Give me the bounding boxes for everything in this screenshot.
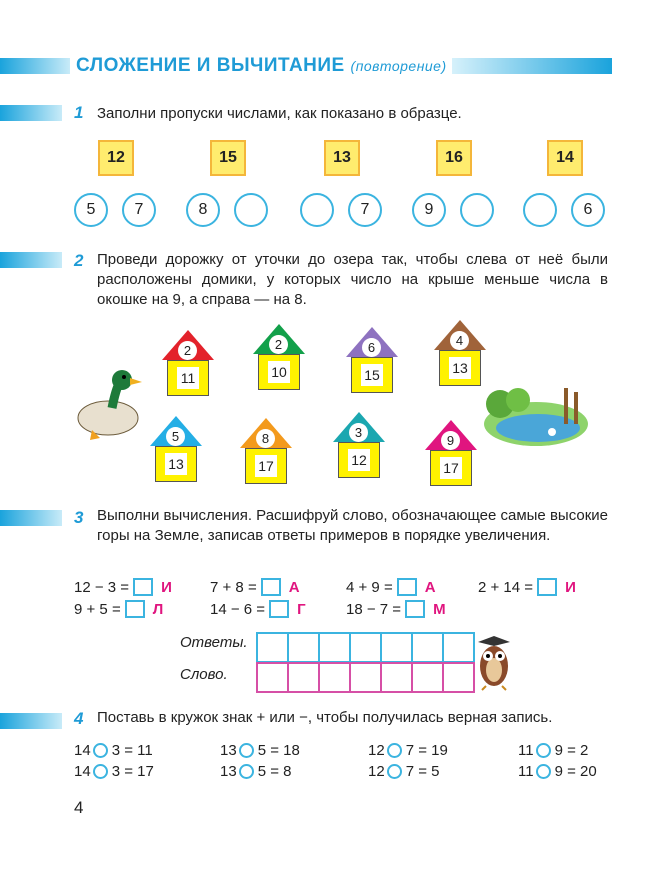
expression: 2 + 14 = bbox=[478, 578, 534, 596]
example bbox=[210, 600, 306, 618]
word-cells bbox=[256, 662, 473, 693]
task-bar bbox=[0, 252, 62, 268]
house-body bbox=[439, 350, 481, 386]
code-letter: И bbox=[161, 578, 172, 596]
page-title bbox=[76, 55, 447, 77]
task1-text: Заполни пропуски числами, как показано в образце. bbox=[97, 105, 462, 122]
operand-result: 5 = 18 bbox=[257, 742, 300, 759]
answers-label: Ответы. bbox=[180, 634, 248, 651]
word-cell[interactable] bbox=[256, 662, 289, 693]
subtitle: повторение bbox=[355, 58, 442, 74]
sum-box: 14 bbox=[547, 140, 583, 176]
house-body bbox=[245, 448, 287, 484]
operand-result: 9 = 20 bbox=[554, 763, 597, 780]
task3-text: Выполни вычисления. Расшифруй слово, обозначающее самые высокие горы на Земле, записав ответы примеров в порядке увеличения. bbox=[97, 507, 608, 544]
addend-circle[interactable]: 7 bbox=[348, 193, 382, 227]
title-text: СЛОЖЕНИЕ И ВЫЧИТАНИЕ bbox=[76, 55, 345, 76]
addend-circle[interactable] bbox=[300, 193, 334, 227]
house bbox=[253, 324, 305, 394]
answer-box[interactable] bbox=[397, 578, 417, 596]
paren: ( bbox=[350, 58, 356, 74]
addend-circle[interactable]: 9 bbox=[412, 193, 446, 227]
house bbox=[434, 320, 486, 390]
code-letter: Л bbox=[152, 600, 164, 618]
example bbox=[346, 578, 436, 596]
house-body bbox=[430, 450, 472, 486]
house-body bbox=[167, 360, 209, 396]
header-bar-left bbox=[0, 58, 70, 74]
operand-result: 3 = 11 bbox=[111, 742, 153, 759]
sign-circle[interactable] bbox=[387, 764, 402, 779]
expression: 7 + 8 = bbox=[210, 578, 257, 596]
roof-number: 9 bbox=[441, 431, 460, 450]
answer-cell[interactable] bbox=[380, 632, 413, 663]
roof-number: 3 bbox=[349, 423, 368, 442]
code-letter: Г bbox=[297, 600, 306, 618]
answer-box[interactable] bbox=[133, 578, 153, 596]
sign-circle[interactable] bbox=[239, 764, 254, 779]
window-number: 15 bbox=[361, 364, 383, 386]
word-cell[interactable] bbox=[287, 662, 320, 693]
task-number: 4 bbox=[74, 709, 84, 728]
roof-number: 2 bbox=[178, 341, 197, 360]
sign-exercise bbox=[220, 742, 300, 759]
house-body bbox=[155, 446, 197, 482]
paren: ) bbox=[441, 58, 447, 74]
example bbox=[346, 600, 446, 618]
operand: 12 bbox=[368, 742, 385, 759]
answer-box[interactable] bbox=[261, 578, 281, 596]
answer-cell[interactable] bbox=[411, 632, 444, 663]
operand: 14 bbox=[74, 742, 91, 759]
sum-box: 13 bbox=[324, 140, 360, 176]
addend-circle[interactable]: 6 bbox=[571, 193, 605, 227]
answer-box[interactable] bbox=[537, 578, 557, 596]
sign-circle[interactable] bbox=[536, 764, 551, 779]
example bbox=[478, 578, 576, 596]
roof-number: 4 bbox=[450, 331, 469, 350]
house bbox=[162, 330, 214, 400]
task-bar bbox=[0, 713, 62, 729]
operand: 11 bbox=[518, 742, 534, 759]
task-number: 1 bbox=[74, 103, 84, 122]
house bbox=[425, 420, 477, 490]
expression: 9 + 5 = bbox=[74, 600, 121, 618]
addend-circle[interactable]: 5 bbox=[74, 193, 108, 227]
window-number: 12 bbox=[348, 449, 370, 471]
roof-number: 8 bbox=[256, 429, 275, 448]
task-number: 2 bbox=[74, 251, 84, 270]
answer-box[interactable] bbox=[125, 600, 145, 618]
operand-result: 3 = 17 bbox=[111, 763, 154, 780]
task-bar bbox=[0, 510, 62, 526]
sign-circle[interactable] bbox=[239, 743, 254, 758]
answers-cells bbox=[256, 632, 473, 663]
operand-result: 7 = 19 bbox=[405, 742, 448, 759]
roof-number: 2 bbox=[269, 335, 288, 354]
operand: 11 bbox=[518, 763, 534, 780]
house bbox=[333, 412, 385, 482]
task-number: 3 bbox=[74, 508, 84, 527]
example bbox=[74, 600, 163, 618]
task-bar bbox=[0, 105, 62, 121]
sign-exercise bbox=[518, 763, 597, 780]
word-cell[interactable] bbox=[318, 662, 351, 693]
header-bar-right bbox=[452, 58, 612, 74]
operand-result: 5 = 8 bbox=[257, 763, 292, 780]
operand-result: 7 = 5 bbox=[405, 763, 440, 780]
window-number: 17 bbox=[440, 457, 462, 479]
sign-circle[interactable] bbox=[93, 743, 108, 758]
roof-number: 5 bbox=[166, 427, 185, 446]
duck-illustration bbox=[72, 368, 144, 443]
sign-circle[interactable] bbox=[387, 743, 402, 758]
house-body bbox=[258, 354, 300, 390]
operand-result: 9 = 2 bbox=[554, 742, 589, 759]
answer-box[interactable] bbox=[405, 600, 425, 618]
house bbox=[346, 327, 398, 397]
operand: 14 bbox=[74, 763, 91, 780]
operand: 13 bbox=[220, 742, 237, 759]
addend-circle[interactable] bbox=[234, 193, 268, 227]
sum-box: 12 bbox=[98, 140, 134, 176]
example bbox=[74, 578, 172, 596]
window-number: 10 bbox=[268, 361, 290, 383]
addend-circle[interactable]: 7 bbox=[122, 193, 156, 227]
task2-text: Проведи дорожку от уточки до озера так, чтобы слева от неё были расположены домики, у которых число на крыше меньше числа в окошке на 9, а справа — на 8. bbox=[97, 251, 608, 308]
sign-exercise bbox=[368, 763, 439, 780]
house-body bbox=[338, 442, 380, 478]
sign-circle[interactable] bbox=[536, 743, 551, 758]
word-cell[interactable] bbox=[380, 662, 413, 693]
house bbox=[240, 418, 292, 488]
house bbox=[150, 416, 202, 486]
word-cell[interactable] bbox=[349, 662, 382, 693]
sign-exercise bbox=[74, 763, 154, 780]
answer-cell[interactable] bbox=[318, 632, 351, 663]
sum-box: 16 bbox=[436, 140, 472, 176]
addend-circle[interactable] bbox=[460, 193, 494, 227]
house-body bbox=[351, 357, 393, 393]
sign-exercise bbox=[220, 763, 291, 780]
code-letter: М bbox=[433, 600, 446, 618]
answer-cell[interactable] bbox=[287, 632, 320, 663]
sign-circle[interactable] bbox=[93, 764, 108, 779]
operand: 12 bbox=[368, 763, 385, 780]
example bbox=[210, 578, 300, 596]
expression: 12 − 3 = bbox=[74, 578, 130, 596]
roof-number: 6 bbox=[362, 338, 381, 357]
pond-illustration bbox=[480, 382, 592, 450]
sum-box: 15 bbox=[210, 140, 246, 176]
window-number: 13 bbox=[165, 453, 187, 475]
word-label: Слово. bbox=[180, 666, 228, 683]
addend-circle[interactable]: 8 bbox=[186, 193, 220, 227]
expression: 4 + 9 = bbox=[346, 578, 393, 596]
sign-exercise bbox=[368, 742, 448, 759]
window-number: 13 bbox=[449, 357, 471, 379]
code-letter: И bbox=[565, 578, 576, 596]
page-number: 4 bbox=[74, 798, 84, 817]
window-number: 11 bbox=[177, 367, 199, 389]
answer-box[interactable] bbox=[269, 600, 289, 618]
window-number: 17 bbox=[255, 455, 277, 477]
task4-text: Поставь в кружок знак + или −, чтобы получилась верная запись. bbox=[97, 709, 553, 726]
sign-exercise bbox=[74, 742, 153, 759]
code-letter: А bbox=[424, 578, 436, 596]
expression: 14 − 6 = bbox=[210, 600, 266, 618]
code-letter: А bbox=[288, 578, 300, 596]
addend-circle[interactable] bbox=[523, 193, 557, 227]
answer-cell[interactable] bbox=[349, 632, 382, 663]
sign-exercise bbox=[518, 742, 588, 759]
answer-cell[interactable] bbox=[256, 632, 289, 663]
owl-illustration bbox=[470, 632, 515, 692]
expression: 18 − 7 = bbox=[346, 600, 402, 618]
operand: 13 bbox=[220, 763, 237, 780]
word-cell[interactable] bbox=[411, 662, 444, 693]
